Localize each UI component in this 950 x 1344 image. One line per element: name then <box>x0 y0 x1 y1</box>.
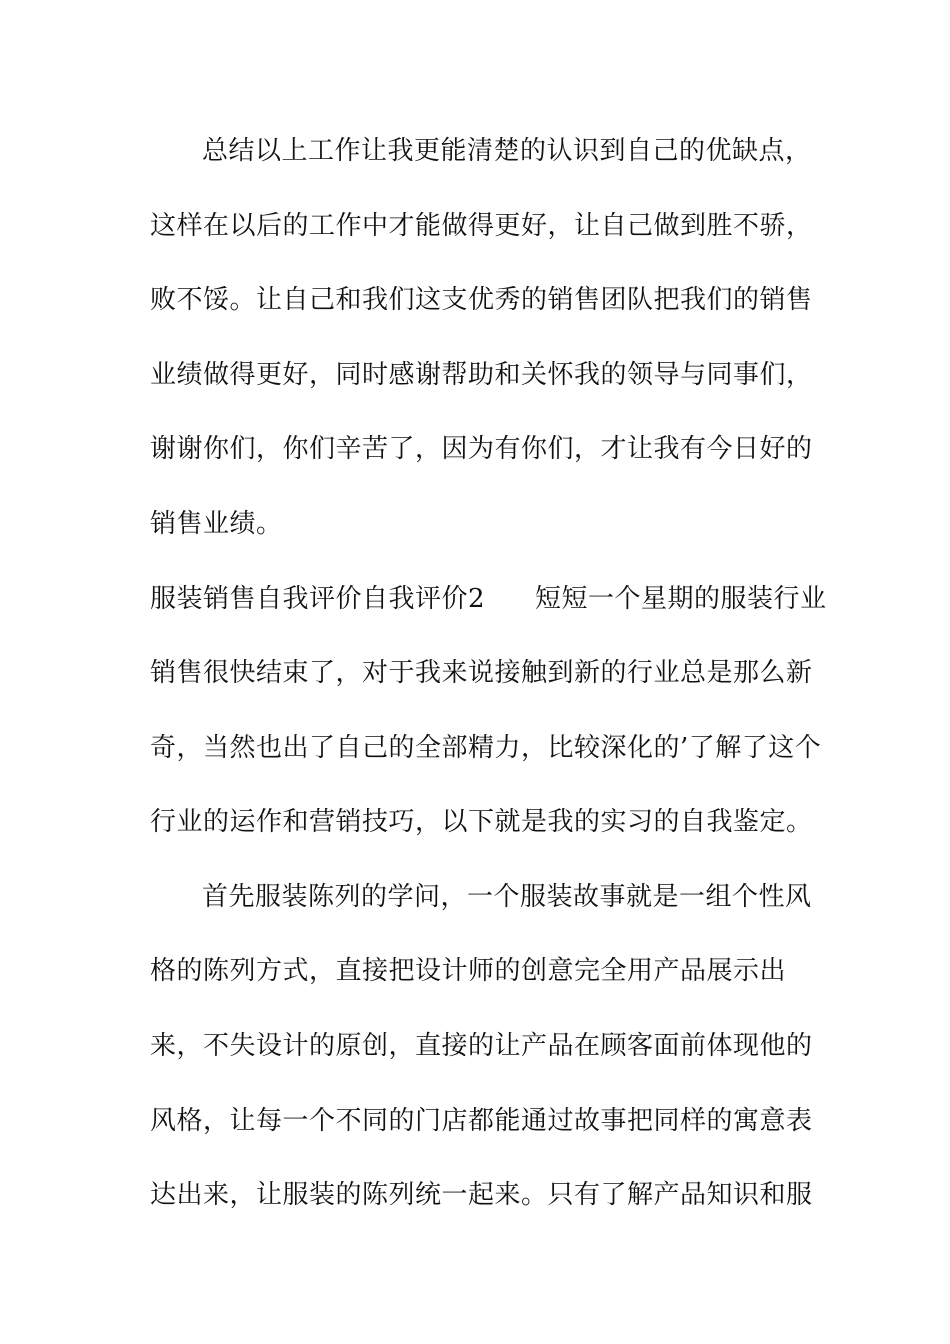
paragraph-3-line-4: 风格，让每一个不同的门店都能通过故事把同样的寓意表 <box>150 1106 813 1136</box>
paragraph-1-line-5: 谢谢你们，你们辛苦了，因为有你们，才让我有今日好的 <box>150 434 813 464</box>
paragraph-1-line-4: 业绩做得更好，同时感谢帮助和关怀我的领导与同事们， <box>150 360 813 390</box>
paragraph-1-line-6: 销售业绩。 <box>150 509 283 539</box>
paragraph-3-line-2: 格的陈列方式，直接把设计师的创意完全用产品展示出 <box>150 956 787 986</box>
paragraph-1-line-2: 这样在以后的工作中才能做得更好，让自己做到胜不骄， <box>150 211 813 241</box>
paragraph-2-line-3: 奇，当然也出了自己的全部精力，比较深化的’了解了这个 <box>150 733 822 763</box>
paragraph-1-line-1: 总结以上工作让我更能清楚的认识到自己的优缺点， <box>202 136 812 166</box>
paragraph-2-start: 短短一个星期的服装行业 <box>535 584 827 614</box>
section-heading-line <box>150 579 827 619</box>
section-heading: 服装销售自我评价自我评价2 <box>150 584 486 614</box>
paragraph-3-line-5: 达出来，让服装的陈列统一起来。只有了解产品知识和服 <box>150 1180 813 1210</box>
paragraph-2-line-4: 行业的运作和营销技巧，以下就是我的实习的自我鉴定。 <box>150 807 813 837</box>
paragraph-3-line-3: 来，不失设计的原创，直接的让产品在顾客面前体现他的 <box>150 1031 813 1061</box>
paragraph-3-line-1: 首先服装陈列的学问，一个服装故事就是一组个性风 <box>202 882 812 912</box>
paragraph-2-line-2: 销售很快结束了，对于我来说接触到新的行业总是那么新 <box>150 658 813 688</box>
paragraph-1-line-3: 败不馁。让自己和我们这支优秀的销售团队把我们的销售 <box>150 285 813 315</box>
